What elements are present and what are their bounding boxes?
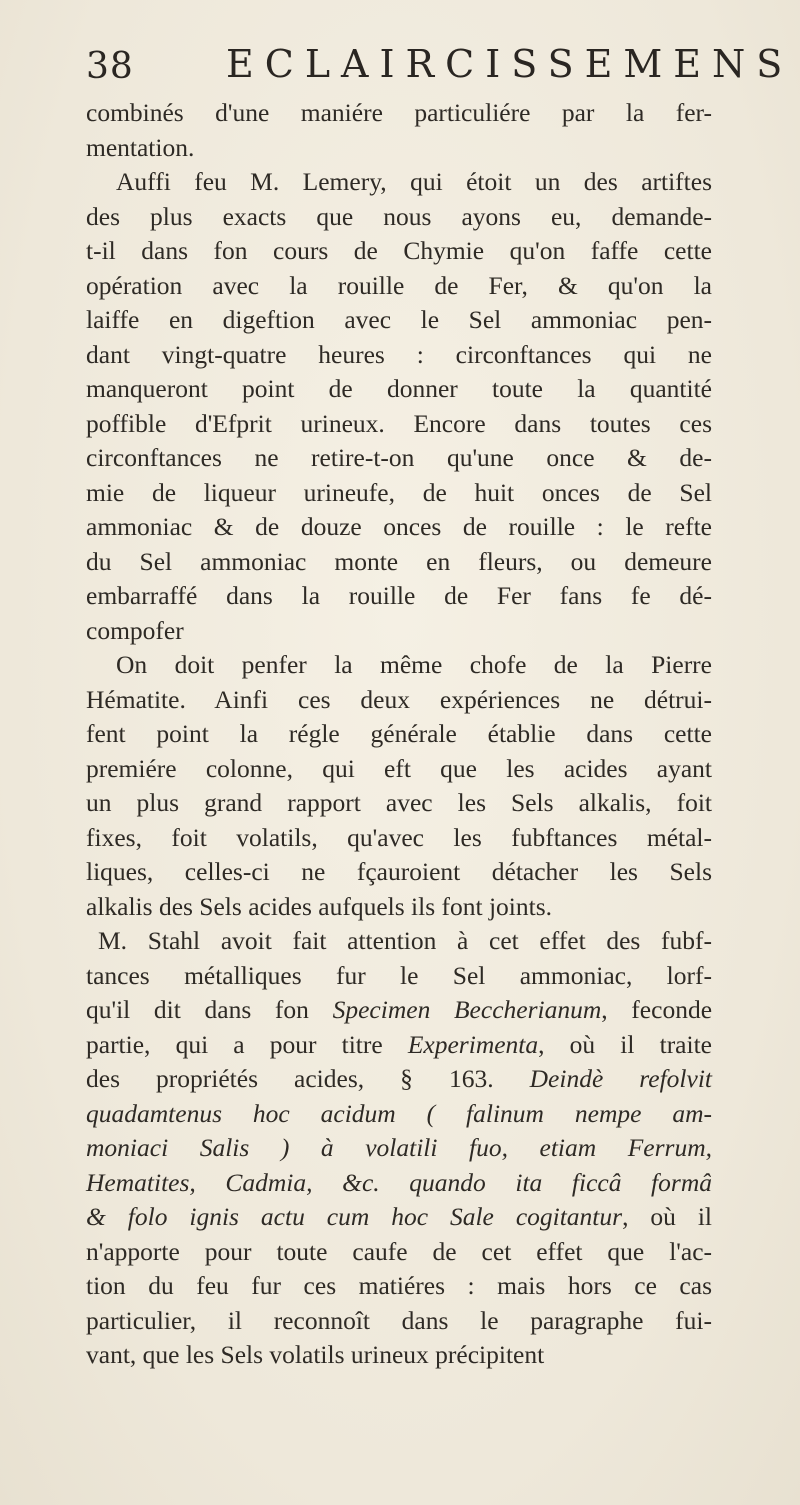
text-line — [86, 131, 712, 166]
text-line — [86, 234, 712, 269]
text-span: , où il — [622, 1202, 712, 1231]
text-line — [86, 1235, 712, 1270]
text-span: laiffe en digeftion avec le Sel ammoniac pen- — [86, 305, 712, 334]
text-span: tion du feu fur ces matiéres : mais hors ce cas — [86, 1271, 712, 1300]
running-title: ECLAIRCISSEMENS — [226, 42, 794, 86]
text-span: embarraffé dans la rouille de Fer fans fe dé- — [86, 581, 712, 610]
text-line — [98, 924, 712, 959]
text-line — [86, 1062, 712, 1097]
text-line — [86, 959, 712, 994]
text-span: & folo ignis actu cum hoc Sale cogitantur — [86, 1202, 623, 1231]
page-number: 38 — [86, 46, 134, 87]
text-span: alkalis des Sels acides aufquels ils font joints. — [86, 891, 553, 921]
text-span: fixes, foit volatils, qu'avec les fubftances métal- — [86, 822, 712, 852]
text-span: quadamtenus hoc acidum ( falinum nempe am- — [86, 1098, 712, 1128]
text-span: Deindè refolvit — [529, 1064, 713, 1093]
text-line — [86, 752, 712, 787]
text-span: M. Stahl avoit fait attention à cet effet des fubf- — [98, 926, 712, 955]
text-line — [116, 648, 712, 683]
text-line — [86, 1028, 712, 1063]
text-line — [86, 1338, 712, 1373]
text-span: ammoniac & de douze onces de rouille : le refte — [86, 512, 712, 541]
text-span: moniaci Salis ) à volatili fuo, etiam Ferrum, — [86, 1133, 712, 1162]
text-span: opération avec la rouille de Fer, & qu'on la — [86, 270, 712, 300]
text-span: Specimen Beccherianum — [332, 995, 602, 1024]
text-line — [86, 786, 712, 821]
text-line — [86, 1200, 712, 1235]
text-line — [86, 993, 712, 1028]
text-line — [86, 890, 712, 925]
text-span: n'apporte pour toute caufe de cet effet que l'ac- — [86, 1236, 712, 1266]
text-span: , où il traite — [538, 1029, 712, 1059]
text-span: mie de liqueur urineufe, de huit onces de Sel — [86, 477, 712, 507]
text-line — [86, 1269, 712, 1304]
text-line — [86, 441, 712, 476]
text-span: particulier, il reconnoît dans le paragraphe fui- — [86, 1305, 712, 1335]
text-line — [86, 303, 712, 338]
text-line — [116, 165, 712, 200]
text-span: qu'il dit dans fon — [86, 995, 333, 1024]
text-line — [86, 200, 712, 235]
text-span: premiére colonne, qui eft que les acides ayant — [86, 753, 712, 783]
text-span: un plus grand rapport avec les Sels alkalis, foit — [86, 788, 712, 817]
text-line — [86, 1166, 712, 1201]
text-span: Hématite. Ainfi ces deux expériences ne détrui- — [86, 684, 712, 714]
text-span: partie, qui a pour titre — [86, 1029, 408, 1059]
text-span: On doit penfer la même chofe de la Pierre — [116, 650, 712, 679]
text-span: liques, celles-ci ne fçauroient détacher les Sels — [86, 857, 712, 886]
text-span: compofer — [86, 615, 184, 645]
text-line — [86, 821, 712, 856]
text-line — [86, 579, 712, 614]
text-span: circonftances ne retire-t-on qu'une once & de- — [86, 443, 712, 472]
text-span: combinés d'une maniére particuliére par la fer- — [86, 98, 712, 127]
text-line — [86, 717, 712, 752]
text-span: tances métalliques fur le Sel ammoniac, lorf- — [86, 960, 712, 990]
text-line — [86, 683, 712, 718]
text-line — [86, 510, 712, 545]
text-span: dant vingt-quatre heures : circonftances qui ne — [86, 339, 712, 369]
text-span: des propriétés acides, § 163. — [86, 1064, 530, 1093]
text-line — [86, 372, 712, 407]
text-span: des plus exacts que nous ayons eu, demande- — [86, 201, 712, 231]
text-line — [86, 1097, 712, 1132]
text-span: Hematites, Cadmia, &c. quando ita ficcâ formâ — [86, 1167, 712, 1197]
text-span: du Sel ammoniac monte en fleurs, ou demeure — [86, 546, 712, 576]
page-header — [86, 40, 794, 98]
text-line — [86, 614, 712, 649]
text-span: Auffi feu M. Lemery, qui étoit un des artiftes — [116, 167, 712, 196]
text-span: , feconde — [601, 995, 713, 1024]
text-span: poffible d'Efprit urineux. Encore dans toutes ces — [86, 408, 712, 438]
text-line — [86, 855, 712, 890]
text-line — [86, 1131, 712, 1166]
text-line — [86, 545, 712, 580]
text-line — [86, 269, 712, 304]
text-span: manqueront point de donner toute la quantité — [86, 374, 712, 403]
text-line — [86, 407, 712, 442]
text-line — [86, 476, 712, 511]
text-line — [86, 338, 712, 373]
text-line — [86, 1304, 712, 1339]
text-span: t-il dans fon cours de Chymie qu'on faffe cette — [86, 236, 712, 265]
text-span: vant, que les Sels volatils urineux précipitent — [86, 1340, 545, 1369]
text-span: mentation. — [86, 132, 195, 162]
text-line — [86, 96, 712, 131]
text-span: fent point la régle générale établie dans cette — [86, 719, 712, 748]
text-span: Experimenta — [407, 1029, 539, 1059]
